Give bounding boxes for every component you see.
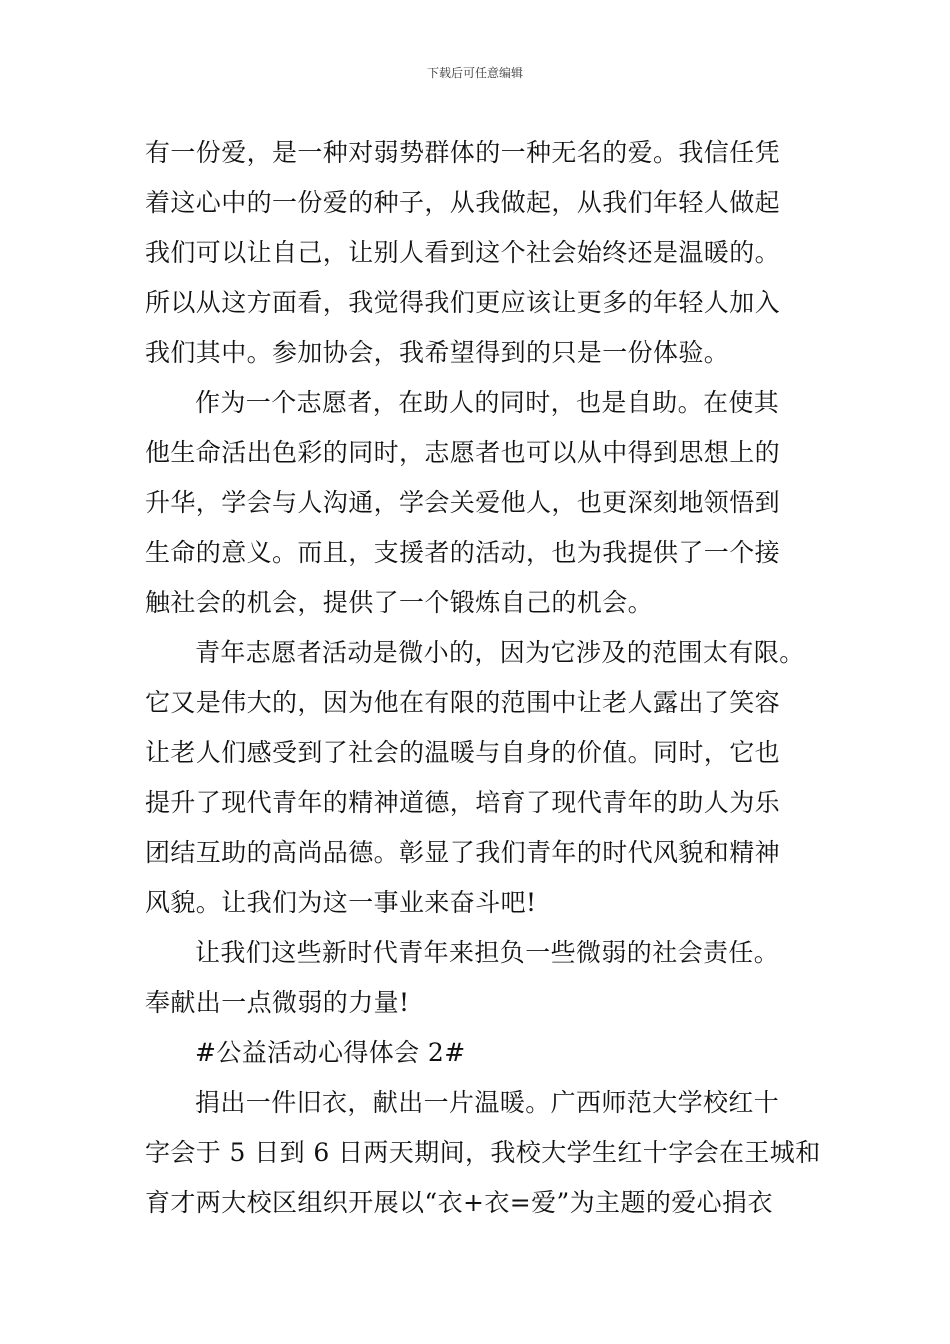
text-line: 捐出一件旧衣，献出一片温暖。广西师范大学校红十 — [195, 1088, 780, 1117]
document-body — [145, 128, 825, 1228]
text-line: 我们可以让自己，让别人看到这个社会始终还是温暖的。 — [145, 238, 781, 267]
text-line: 奉献出一点微弱的力量! — [145, 988, 410, 1017]
text-line: 提升了现代青年的精神道德，培育了现代青年的助人为乐 — [145, 788, 781, 817]
text-line: 育才两大校区组织开展以“衣+衣=爱”为主题的爱心捐衣 — [145, 1188, 773, 1217]
text-line: 着这心中的一份爱的种子，从我做起，从我们年轻人做起 — [145, 188, 781, 217]
text-line: 升华，学会与人沟通，学会关爱他人，也更深刻地领悟到 — [145, 488, 781, 517]
text-line: 团结互助的高尚品德。彰显了我们青年的时代风貌和精神 — [145, 838, 781, 867]
text-line: 触社会的机会，提供了一个锻炼自己的机会。 — [145, 588, 654, 617]
text-line: 我们其中。参加协会，我希望得到的只是一份体验。 — [145, 338, 730, 367]
text-line: 所以从这方面看，我觉得我们更应该让更多的年轻人加入 — [145, 288, 781, 317]
page-header: 下载后可任意编辑 — [426, 66, 523, 80]
text-line: 他生命活出色彩的同时，志愿者也可以从中得到思想上的 — [145, 438, 781, 467]
text-line: 它又是伟大的，因为他在有限的范围中让老人露出了笑容 — [145, 688, 781, 717]
text-line: 生命的意义。而且，支援者的活动，也为我提供了一个接 — [145, 538, 781, 567]
text-line: 青年志愿者活动是微小的，因为它涉及的范围太有限。 — [195, 638, 805, 667]
section-heading: #公益活动心得体会 2# — [195, 1038, 466, 1067]
text-line: 让我们这些新时代青年来担负一些微弱的社会责任。 — [195, 938, 780, 967]
text-line: 作为一个志愿者，在助人的同时，也是自助。在使其 — [195, 388, 780, 417]
text-line: 有一份爱，是一种对弱势群体的一种无名的爱。我信任凭 — [145, 138, 781, 167]
text-line: 风貌。让我们为这一事业来奋斗吧! — [145, 888, 537, 917]
text-line: 字会于 5 日到 6 日两天期间，我校大学生红十字会在王城和 — [145, 1138, 821, 1167]
text-line: 让老人们感受到了社会的温暖与自身的价值。同时，它也 — [145, 738, 781, 767]
